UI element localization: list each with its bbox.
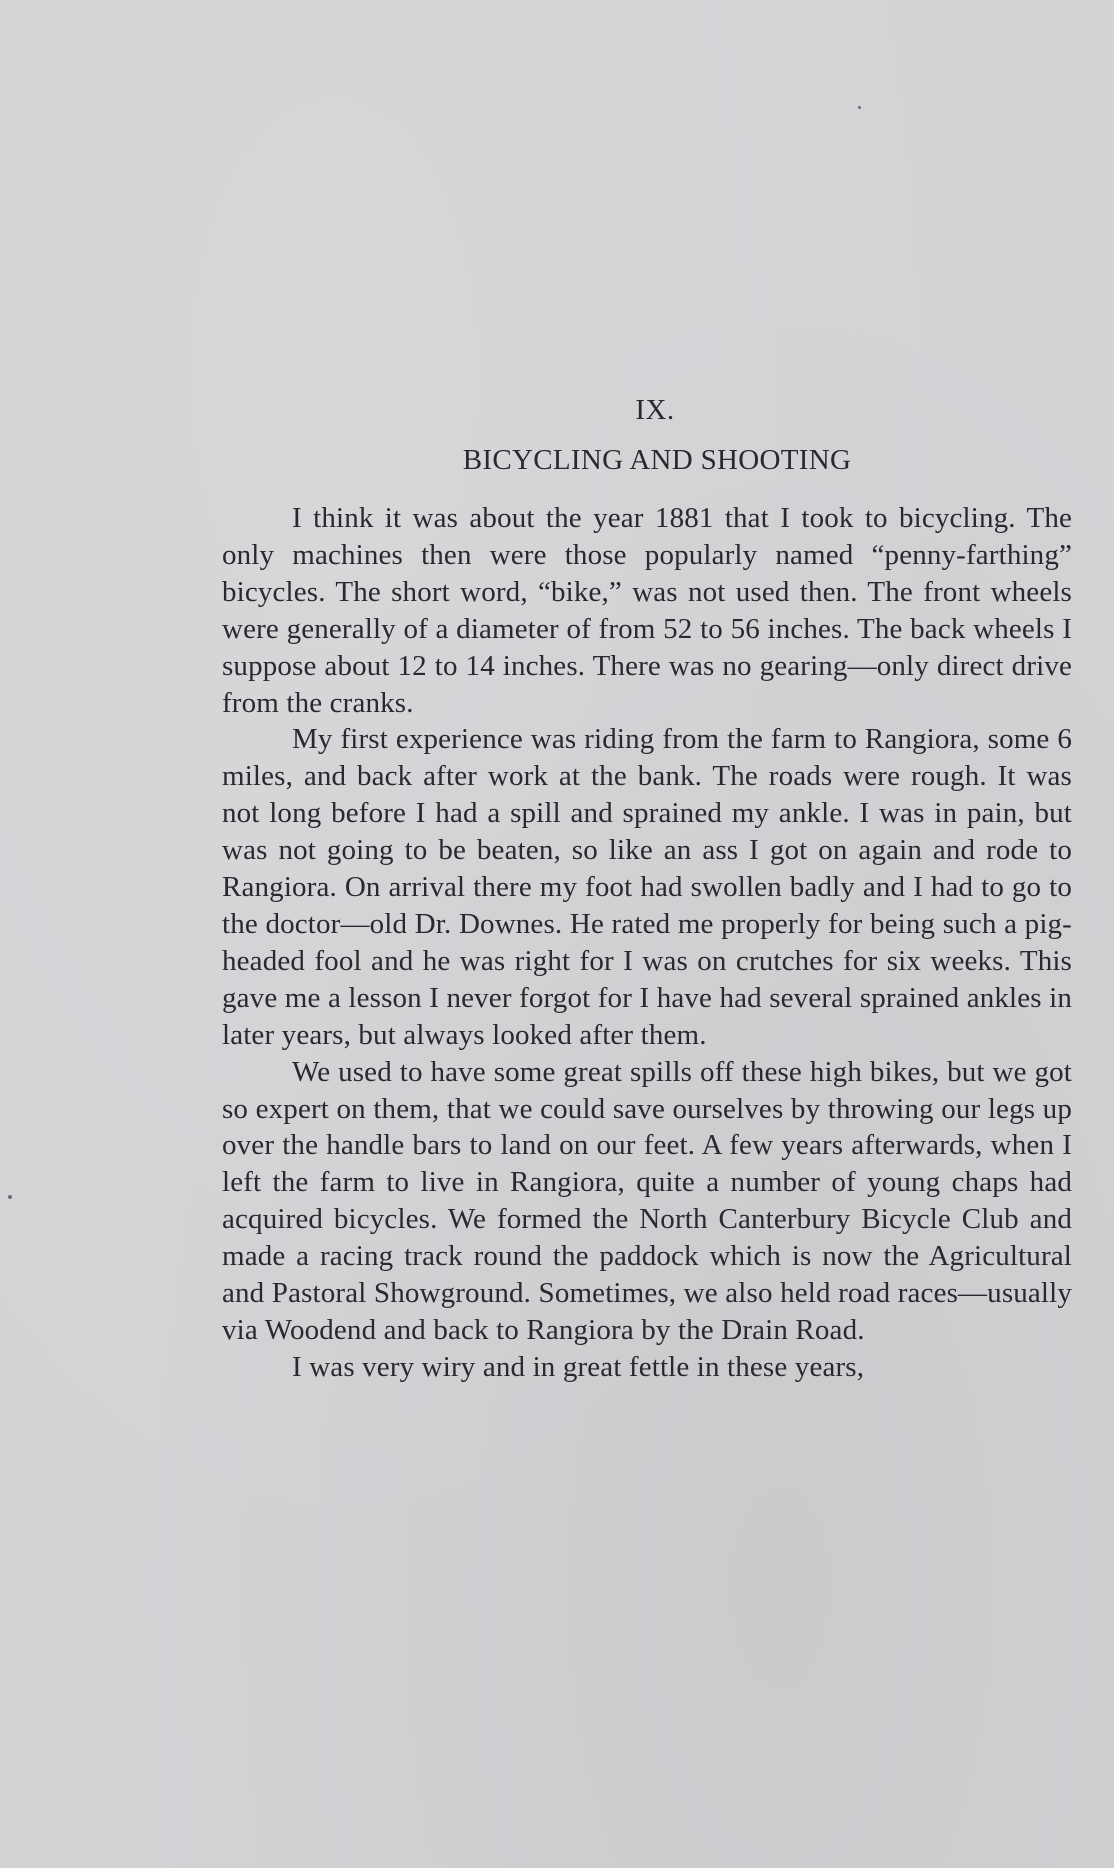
paper-speck — [858, 106, 861, 109]
book-page — [222, 390, 1072, 1386]
chapter-number: IX. — [635, 394, 675, 426]
paragraph-4: I was very wiry and in great fettle in these years, — [292, 1350, 865, 1383]
paper-speck — [8, 1195, 12, 1199]
paragraph-2: My first experience was riding from the farm to Rangiora, some 6 miles, and back after work at the bank. The roads were rough. It was not long before I had a spill and sprained my ankle. I was in pain, but was not going to be beaten, so like an ass I got on again and rode to Rangiora. On arrival there my foot had swollen badly and I had to go to the doctor—old Dr. Downes. He rated me properly for being such a pig-headed fool and he was right for I was on crutches for six weeks. This gave me a lesson I never forgot for I have had several sprained ankles in later years, but always looked after them. — [222, 723, 1072, 1051]
chapter-title: BICYCLING AND SHOOTING — [462, 444, 852, 476]
paragraph-1: I think it was about the year 1881 that I took to bicycling. The only machines then were those popularly named “penny-farthing” bicycles. The short word, “bike,” was not used then. The front wheels were generally of a diameter of from 52 to 56 inches. The back wheels I suppose about 12 to 14 inches. There was no gearing—only direct drive from the cranks. — [222, 502, 1072, 719]
paragraph-3: We used to have some great spills off these high bikes, but we got so expert on them, that we could save ourselves by throwing our legs up over the handle bars to land on our feet. A few years afterwards, when I left the farm to live in Rangiora, quite a number of young chaps had acquired bicycles. We formed the North Canterbury Bicycle Club and made a racing track round the paddock which is now the Agricultural and Pastoral Showground. Sometimes, we also held road races—usually via Woodend and back to Rangiora by the Drain Road. — [222, 1055, 1072, 1346]
